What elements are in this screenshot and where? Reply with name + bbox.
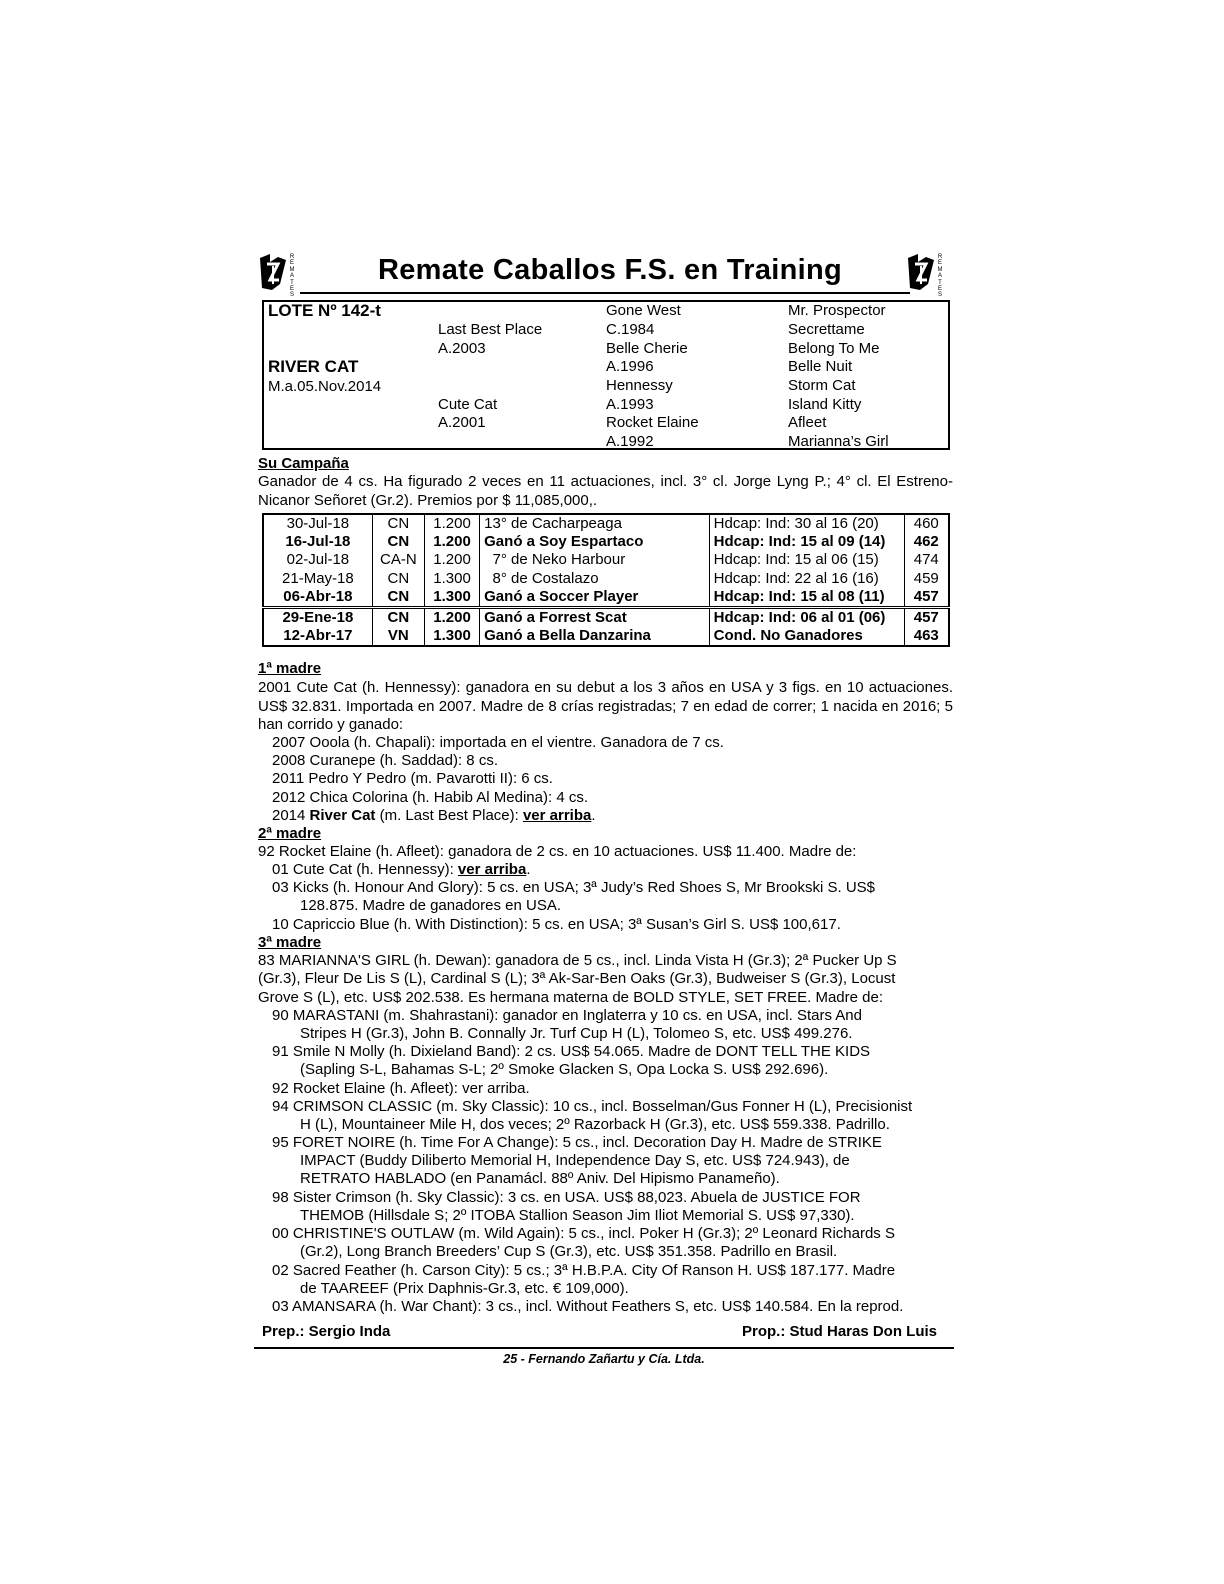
zl-logo-icon — [258, 254, 288, 292]
sire-name: Last Best Place — [438, 321, 543, 338]
list-item: 03 AMANSARA (h. War Chant): 3 cs., incl. Without Feathers S, etc. US$ 140.584. En la reprod. — [272, 1298, 904, 1315]
race-track: CN — [372, 570, 424, 588]
dam-name: Cute Cat — [438, 396, 498, 413]
race-result: Ganó a Soy Espartaco — [480, 533, 710, 551]
race-track: CN — [372, 533, 424, 551]
race-weight: 462 — [904, 533, 949, 551]
table-row — [263, 570, 949, 588]
race-condition: Hdcap: Ind: 15 al 06 (15) — [709, 551, 904, 569]
table-row — [263, 588, 949, 608]
list-item: 10 Capriccio Blue (h. With Distinction): 5 cs. en USA; 3ª Susan’s Girl S. US$ 100,617. — [272, 916, 841, 933]
race-track: CA-N — [372, 551, 424, 569]
list-item: 92 Rocket Elaine (h. Afleet): ver arriba. — [272, 1080, 530, 1097]
race-distance: 1.200 — [424, 551, 479, 569]
see-above-link[interactable]: ver arriba — [522, 807, 592, 824]
race-date: 02-Jul-18 — [263, 551, 372, 569]
campaign-heading: Su Campaña — [258, 455, 349, 472]
year-text: 2014 — [272, 807, 310, 824]
race-weight: 459 — [904, 570, 949, 588]
gen2-entry: C.1984 — [606, 321, 655, 338]
gen3-entry: Belle Nuit — [788, 358, 853, 375]
race-condition: Hdcap: Ind: 15 al 08 (11) — [709, 588, 904, 608]
table-row — [263, 627, 949, 646]
race-result: 13° de Cacharpeaga — [480, 514, 710, 533]
logo-vertical-text: REMATES — [289, 254, 295, 299]
horse-birth: M.a.05.Nov.2014 — [268, 378, 382, 395]
race-weight: 460 — [904, 514, 949, 533]
second-dam-heading: 2ª madre — [258, 825, 322, 842]
list-item-cont: H (L), Mountaineer Mile H, dos veces; 2º Razorback H (Gr.3), etc. US$ 559.338. Padrillo. — [300, 1116, 890, 1133]
race-result: 8° de Costalazo — [480, 570, 710, 588]
pedigree-box — [262, 300, 950, 450]
race-date: 16-Jul-18 — [263, 533, 372, 551]
race-track: VN — [372, 627, 424, 646]
gen2-entry: A.1992 — [606, 433, 654, 450]
table-row — [263, 607, 949, 627]
race-track: CN — [372, 607, 424, 627]
race-distance: 1.200 — [424, 514, 479, 533]
list-item-cont: de TAAREEF (Prix Daphnis-Gr.3, etc. € 109,000). — [300, 1280, 629, 1297]
gen3-entry: Afleet — [788, 414, 827, 431]
gen3-entry: Island Kitty — [788, 396, 862, 413]
third-dam-text: (Gr.3), Fleur De Lis S (L), Cardinal S (L); 3ª Ak-Sar-Ben Oaks (Gr.3), Budweiser S (Gr.3), Locust — [258, 970, 896, 987]
list-item-cont: Stripes H (Gr.3), John B. Connally Jr. Turf Cup H (L), Tolomeo S, etc. US$ 499.276. — [300, 1025, 853, 1042]
race-date: 06-Abr-18 — [263, 588, 372, 608]
footer-divider — [254, 1347, 954, 1349]
third-dam-text: 83 MARIANNA'S GIRL (h. Dewan): ganadora de 5 cs., incl. Linda Vista H (Gr.3); 2ª Pucker Up S — [258, 952, 897, 969]
gen3-entry: Storm Cat — [788, 377, 856, 394]
list-item-cont: (Sapling S-L, Bahamas S-L; 2º Smoke Glacken S, Opa Locka S. US$ 292.696). — [300, 1061, 829, 1078]
gen2-entry: A.1993 — [606, 396, 654, 413]
first-dam-heading: 1ª madre — [258, 660, 322, 677]
gen2-entry: Belle Cherie — [606, 340, 688, 357]
list-item-cont: (Gr.2), Long Branch Breeders’ Cup S (Gr.3), etc. US$ 351.358. Padrillo en Brasil. — [300, 1243, 838, 1260]
list-item: 2007 Ooola (h. Chapali): importada en el vientre. Ganadora de 7 cs. — [272, 734, 724, 751]
page-title: Remate Caballos F.S. en Training — [377, 254, 843, 286]
horse-name: RIVER CAT — [268, 357, 359, 376]
race-distance: 1.300 — [424, 627, 479, 646]
list-item-cont: THEMOB (Hillsdale S; 2º ITOBA Stallion Season Jim Iliot Memorial S. US$ 97,330). — [300, 1207, 855, 1224]
race-weight: 474 — [904, 551, 949, 569]
list-item-cont: 128.875. Madre de ganadores en USA. — [300, 897, 562, 914]
horse-name-bold: River Cat — [309, 807, 376, 824]
gen3-entry: Marianna’s Girl — [788, 433, 889, 450]
list-item: 00 CHRISTINE'S OUTLAW (m. Wild Again): 5 cs., incl. Poker H (Gr.3); 2º Leonard Richards S — [272, 1225, 895, 1242]
lote-number: LOTE Nº 142-t — [268, 301, 381, 320]
gen3-entry: Mr. Prospector — [788, 302, 886, 319]
race-distance: 1.200 — [424, 607, 479, 627]
list-item: 02 Sacred Feather (h. Carson City): 5 cs.; 3ª H.B.P.A. City Of Ranson H. US$ 187.177. Madre — [272, 1262, 896, 1279]
list-item: 94 CRIMSON CLASSIC (m. Sky Classic): 10 cs., incl. Bosselman/Gus Fonner H (L), Precisionist — [272, 1098, 913, 1115]
gen2-entry: Hennessy — [606, 377, 673, 394]
list-item — [272, 807, 596, 826]
second-dam-text: 92 Rocket Elaine (h. Afleet): ganadora de 2 cs. en 10 actuaciones. US$ 11.400. Madre de: — [258, 843, 857, 860]
first-dam-text: 2001 Cute Cat (h. Hennessy): ganadora en su debut a los 3 años en USA y 3 figs. en 10 actuaciones. US$ 32.831. Importada en 2007. Madre de 8 crías registradas; 7 en edad de correr; 1 nacida en 2016; 5 han corrido y ganado: — [258, 679, 953, 734]
race-result: 7° de Neko Harbour — [480, 551, 710, 569]
list-item: 2008 Curanepe (h. Saddad): 8 cs. — [272, 752, 498, 769]
company-logo-left — [258, 254, 300, 299]
list-item: 03 Kicks (h. Honour And Glory): 5 cs. en USA; 3ª Judy’s Red Shoes S, Mr Brookski S. US$ — [272, 879, 876, 896]
third-dam-heading: 3ª madre — [258, 934, 322, 951]
race-date: 30-Jul-18 — [263, 514, 372, 533]
list-item-cont: RETRATO HABLADO (en Panamácl. 88º Aniv. Del Hipismo Panameño). — [300, 1170, 780, 1187]
title-divider — [300, 292, 910, 294]
gen2-entry: Rocket Elaine — [606, 414, 699, 431]
race-condition: Hdcap: Ind: 22 al 16 (16) — [709, 570, 904, 588]
trainer-label: Prep.: Sergio Inda — [262, 1323, 391, 1340]
owner-label: Prop.: Stud Haras Don Luis — [742, 1323, 938, 1340]
list-item: 98 Sister Crimson (h. Sky Classic): 3 cs. en USA. US$ 88,023. Abuela de JUSTICE FOR — [272, 1189, 861, 1206]
table-row — [263, 551, 949, 569]
sire-year: A.2003 — [438, 340, 486, 357]
race-condition: Hdcap: Ind: 30 al 16 (20) — [709, 514, 904, 533]
detail-text: 01 Cute Cat (h. Hennessy): — [272, 861, 458, 878]
gen2-entry: Gone West — [606, 302, 681, 319]
race-weight: 457 — [904, 607, 949, 627]
campaign-summary: Ganador de 4 cs. Ha figurado 2 veces en 11 actuaciones, incl. 3° cl. Jorge Lyng P.; 4° cl. El Estreno-Nicanor Señoret (Gr.2). Premios por $ 11,085,000,. — [258, 473, 953, 509]
race-condition: Hdcap: Ind: 06 al 01 (06) — [709, 607, 904, 627]
race-result: Ganó a Soccer Player — [480, 588, 710, 608]
race-distance: 1.300 — [424, 570, 479, 588]
race-date: 21-May-18 — [263, 570, 372, 588]
table-row — [263, 533, 949, 551]
race-result: Ganó a Forrest Scat — [480, 607, 710, 627]
see-above-link[interactable]: ver arriba — [457, 861, 527, 878]
race-track: CN — [372, 514, 424, 533]
race-result: Ganó a Bella Danzarina — [480, 627, 710, 646]
gen3-entry: Belong To Me — [788, 340, 880, 357]
table-row — [263, 514, 949, 533]
dam-year: A.2001 — [438, 414, 486, 431]
race-condition: Cond. No Ganadores — [709, 627, 904, 646]
period-text: . — [591, 807, 596, 824]
list-item: 90 MARASTANI (m. Shahrastani): ganador en Inglaterra y 10 cs. en USA, incl. Stars And — [272, 1007, 862, 1024]
race-distance: 1.300 — [424, 588, 479, 608]
race-date: 12-Abr-17 — [263, 627, 372, 646]
race-track: CN — [372, 588, 424, 608]
list-item: 2011 Pedro Y Pedro (m. Pavarotti II): 6 cs. — [272, 770, 553, 787]
page-footer: 25 - Fernando Zañartu y Cía. Ltda. — [503, 1352, 705, 1366]
gen2-entry: A.1996 — [606, 358, 654, 375]
race-date: 29-Ene-18 — [263, 607, 372, 627]
third-dam-text: Grove S (L), etc. US$ 202.538. Es hermana materna de BOLD STYLE, SET FREE. Madre de: — [258, 989, 884, 1006]
gen3-entry: Secrettame — [788, 321, 865, 338]
detail-text: (m. Last Best Place): — [375, 807, 523, 824]
race-distance: 1.200 — [424, 533, 479, 551]
race-weight: 457 — [904, 588, 949, 608]
campaign-table — [262, 513, 950, 647]
logo-vertical-text: REMATES — [937, 254, 943, 299]
race-weight: 463 — [904, 627, 949, 646]
list-item: 2012 Chica Colorina (h. Habib Al Medina): 4 cs. — [272, 789, 588, 806]
period-text: . — [526, 861, 531, 878]
race-condition: Hdcap: Ind: 15 al 09 (14) — [709, 533, 904, 551]
list-item — [272, 861, 530, 880]
list-item: 95 FORET NOIRE (h. Time For A Change): 5 cs., incl. Decoration Day H. Madre de STRIKE — [272, 1134, 882, 1151]
list-item: 91 Smile N Molly (h. Dixieland Band): 2 cs. US$ 54.065. Madre de DONT TELL THE KIDS — [272, 1043, 871, 1060]
list-item-cont: IMPACT (Buddy Diliberto Memorial H, Independence Day S, etc. US$ 724.943), de — [300, 1152, 850, 1169]
